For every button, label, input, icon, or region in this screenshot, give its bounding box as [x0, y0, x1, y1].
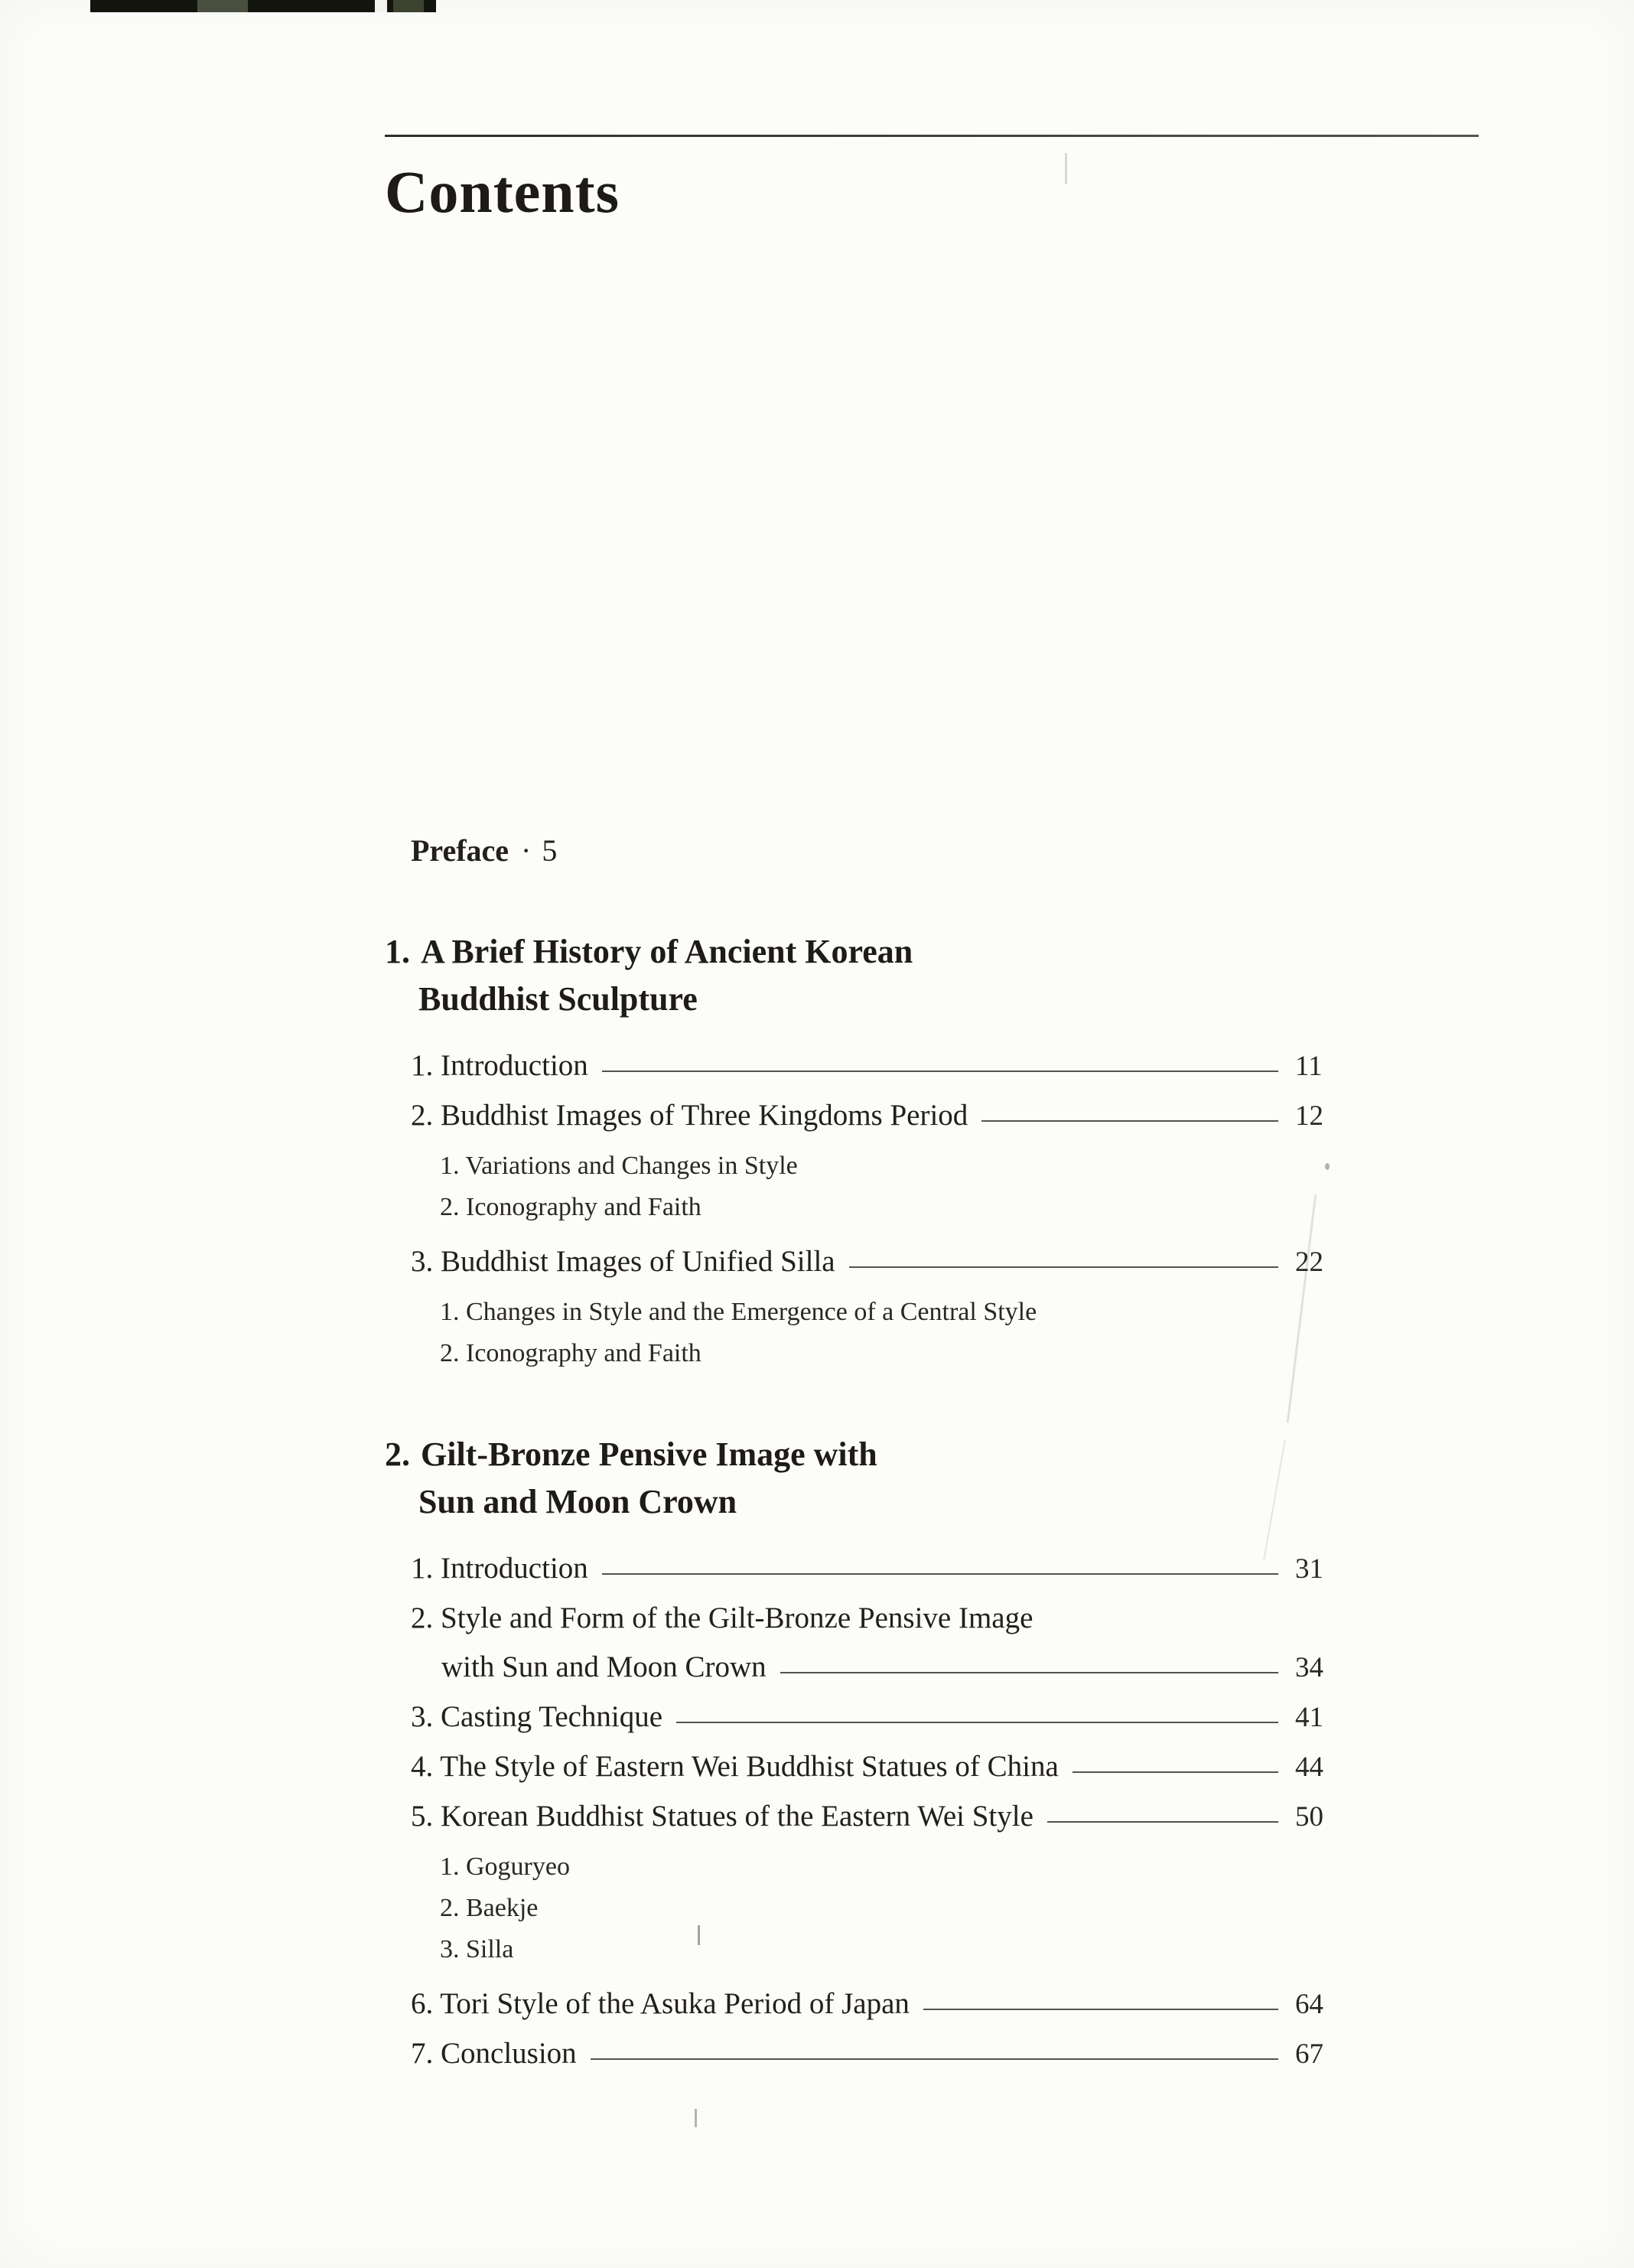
chapter-number: 2.: [385, 1435, 410, 1473]
toc-entry: [385, 1041, 1353, 1091]
leader-line: [981, 1120, 1278, 1122]
entry-title: 5. Korean Buddhist Statues of the Eastern Wei Style: [411, 1800, 1033, 1833]
toc-subentry: [385, 1292, 1353, 1333]
toc-entry: [385, 1693, 1353, 1742]
preface-page-number: 5: [542, 833, 558, 868]
entry-title: 3. Casting Technique: [411, 1700, 663, 1733]
entry-page-number: 44: [1295, 1752, 1323, 1783]
entry-page-number: 67: [1295, 2038, 1323, 2070]
preface-label: Preface: [411, 833, 509, 868]
entry-page-number: 50: [1295, 1801, 1323, 1833]
subentry-title: 1. Changes in Style and the Emergence of a Central Style: [440, 1298, 1037, 1326]
subentry-title: 2. Baekje: [440, 1894, 539, 1922]
toc-subentry: [385, 1888, 1353, 1929]
preface-separator: ·: [521, 833, 532, 868]
toc-entry-line1: [385, 1594, 1353, 1643]
scan-artifact-patch: [197, 0, 248, 12]
entry-page-number: 31: [1295, 1553, 1323, 1585]
toc-chapter-2: [385, 1431, 1479, 2079]
chapter-entries: [385, 1041, 1353, 1374]
entry-page-number: 11: [1295, 1051, 1323, 1082]
sub-entries: [385, 1145, 1353, 1228]
chapter-entries: [385, 1544, 1353, 2079]
chapter-title-text: A Brief History of Ancient Korean: [421, 933, 913, 970]
entry-title: 1. Introduction: [411, 1049, 588, 1082]
header-rule: [385, 135, 1479, 137]
toc-subentry: [385, 1929, 1353, 1970]
scan-noise-mark: [695, 2109, 697, 2127]
entry-page-number: 34: [1295, 1652, 1323, 1683]
toc-subentry: [385, 1145, 1353, 1187]
chapter-heading: [385, 1431, 1479, 1526]
leader-line: [923, 2009, 1278, 2010]
entry-page-number: 41: [1295, 1702, 1323, 1733]
leader-line: [602, 1070, 1278, 1072]
toc-entry: [385, 1237, 1353, 1287]
toc-subentry: [385, 1846, 1353, 1888]
entry-title-continued: with Sun and Moon Crown: [441, 1650, 767, 1683]
toc-entry: [385, 1980, 1353, 2029]
toc-entry: [385, 2029, 1353, 2079]
sub-entries: [385, 1292, 1353, 1374]
toc-content: [385, 0, 1479, 2079]
leader-line: [602, 1573, 1278, 1575]
chapter-title-text: Gilt-Bronze Pensive Image with: [421, 1435, 877, 1473]
leader-line: [849, 1266, 1278, 1268]
chapter-number: 1.: [385, 933, 410, 970]
subentry-title: 3. Silla: [440, 1935, 514, 1963]
page-title: Contents: [385, 158, 620, 225]
toc-entry: [385, 1544, 1353, 1594]
preface-entry: [385, 832, 1479, 870]
sub-entries: [385, 1846, 1353, 1970]
toc-entry-line2: [385, 1643, 1353, 1693]
toc-entry: [385, 1091, 1353, 1141]
entry-page-number: 64: [1295, 1989, 1323, 2020]
entry-title: 2. Style and Form of the Gilt-Bronze Pensive Image: [411, 1602, 1033, 1634]
toc-entry: [385, 1792, 1353, 1842]
subentry-title: 1. Variations and Changes in Style: [440, 1152, 798, 1180]
entry-page-number: 12: [1295, 1100, 1323, 1132]
leader-line: [676, 1722, 1278, 1723]
subentry-title: 2. Iconography and Faith: [440, 1339, 701, 1367]
chapter-title-line2: Sun and Moon Crown: [418, 1483, 737, 1520]
entry-page-number: 22: [1295, 1246, 1323, 1278]
leader-line: [1047, 1821, 1278, 1823]
subentry-title: 2. Iconography and Faith: [440, 1193, 701, 1221]
entry-title: 2. Buddhist Images of Three Kingdoms Period: [411, 1099, 968, 1132]
subentry-title: 1. Goguryeo: [440, 1853, 570, 1881]
leader-line: [591, 2058, 1278, 2060]
entry-title: 6. Tori Style of the Asuka Period of Japan: [411, 1987, 910, 2020]
chapter-title-line1: [385, 1431, 1479, 1478]
toc-subentry: [385, 1333, 1353, 1374]
entry-title: 7. Conclusion: [411, 2037, 577, 2070]
entry-title: 4. The Style of Eastern Wei Buddhist Statues of China: [411, 1750, 1059, 1783]
leader-line: [1073, 1771, 1278, 1773]
chapter-title-line1: [385, 928, 1479, 976]
toc-chapter-1: [385, 928, 1479, 1374]
chapter-heading: [385, 928, 1479, 1023]
entry-title: 1. Introduction: [411, 1552, 588, 1585]
leader-line: [780, 1672, 1278, 1673]
toc-entry: [385, 1742, 1353, 1792]
chapter-title-line2: Buddhist Sculpture: [418, 980, 698, 1018]
toc-subentry: [385, 1187, 1353, 1228]
entry-title: 3. Buddhist Images of Unified Silla: [411, 1245, 835, 1278]
